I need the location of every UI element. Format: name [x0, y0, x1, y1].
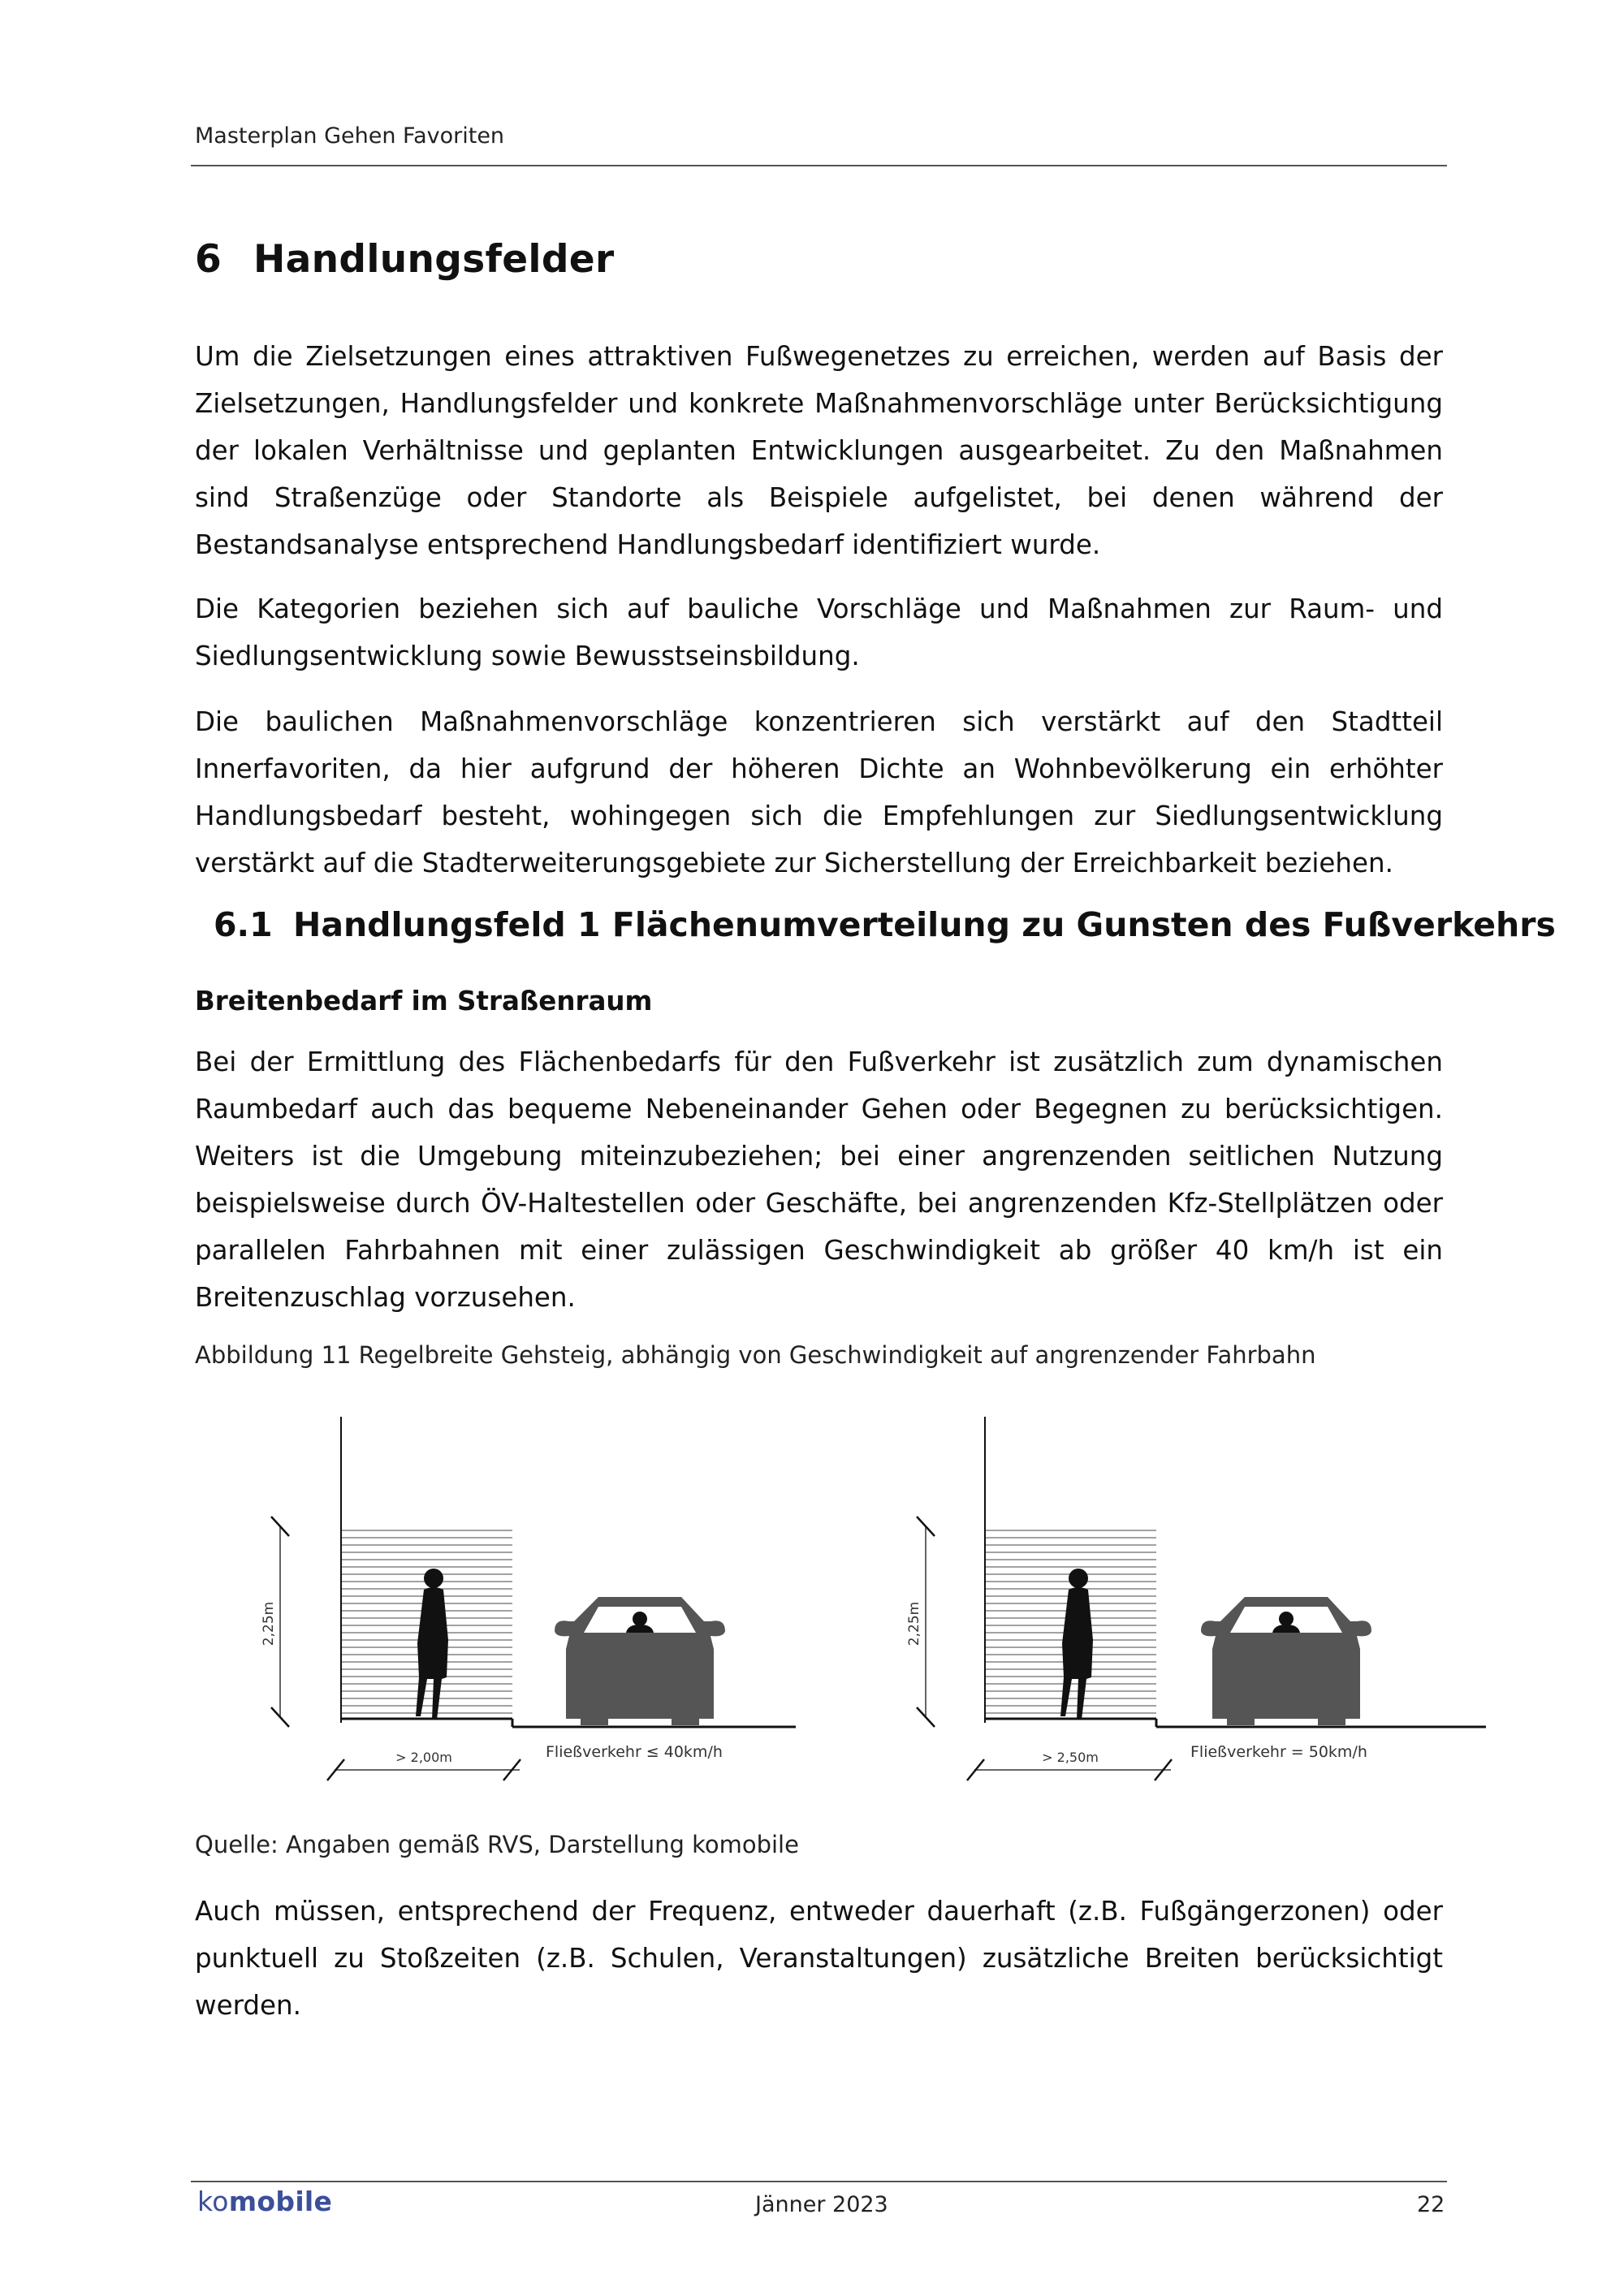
- height-label-left: 2,25m: [261, 1601, 277, 1646]
- paragraph-categories: Die Kategorien beziehen sich auf bauliche Vorschläge und Maßnahmen zur Raum- und Siedlungsentwicklung sowie Bewusstseinsbildung.: [195, 593, 1443, 671]
- traffic-label-right: Fließverkehr = 50km/h: [1190, 1743, 1367, 1761]
- diagram-left: [261, 1417, 796, 1780]
- traffic-label-left: Fließverkehr ≤ 40km/h: [546, 1743, 723, 1761]
- paragraph-intro: Um die Zielsetzungen eines attraktiven Fußwegenetzes zu erreichen, werden auf Basis der Zielsetzungen, Handlungsfelder und konkrete Maßnahmenvorschläge unter Berücksichtigung der lokalen Verhältnisse und geplanten Entwicklungen ausgearbeitet. Zu den Maßnahmen sind Straßenzüge oder Standorte als Beispiele aufgelistet, bei denen während der Bestandsanalyse entsprechend Handlungsbedarf identifiziert wurde.: [195, 341, 1443, 560]
- footer-date: Jänner 2023: [755, 2192, 888, 2217]
- height-label-right: 2,25m: [906, 1601, 922, 1646]
- car-figure: [1201, 1597, 1371, 1725]
- footer-rule: [191, 2181, 1447, 2182]
- diagram-right: [906, 1417, 1486, 1780]
- paragraph-breitenbedarf: Bei der Ermittlung des Flächenbedarfs für den Fußverkehr ist zusätzlich zum dynamischen Raumbedarf auch das bequeme Nebeneinander Gehen oder Begegnen zu berücksichtigen. Weiters ist die Umgebung miteinzubeziehen; bei einer angrenzenden seitlichen Nutzung beispielsweise durch ÖV-Haltestellen oder Geschäfte, bei angrenzenden Kfz-Stellplätzen oder parallelen Fahrbahnen mit einer zulässigen Geschwindigkeit ab größer 40 km/h ist ein Breitenzuschlag vorzusehen.: [195, 1047, 1443, 1313]
- subheading-breitenbedarf: Breitenbedarf im Straßenraum: [195, 986, 653, 1016]
- paragraph-final: Auch müssen, entsprechend der Frequenz, entweder dauerhaft (z.B. Fußgängerzonen) oder punktuell zu Stoßzeiten (z.B. Schulen, Veranstaltungen) zusätzliche Breiten berücksichtigt werden.: [195, 1896, 1443, 2021]
- page-number: 22: [1417, 2192, 1445, 2217]
- komobile-logo: [197, 2186, 332, 2217]
- width-label-left: > 2,00m: [395, 1750, 452, 1765]
- width-label-right: > 2,50m: [1042, 1750, 1099, 1765]
- car-figure: [555, 1597, 725, 1725]
- figure-source: Quelle: Angaben gemäß RVS, Darstellung komobile: [195, 1831, 799, 1858]
- logo-mobile: mobile: [228, 2186, 333, 2217]
- figure-caption: Abbildung 11 Regelbreite Gehsteig, abhängig von Geschwindigkeit auf angrenzender Fahrbahn: [195, 1341, 1316, 1369]
- running-header: Masterplan Gehen Favoriten: [195, 123, 505, 149]
- paragraph-measures: Die baulichen Maßnahmenvorschläge konzentrieren sich verstärkt auf den Stadtteil Innerfavoriten, da hier aufgrund der höheren Dichte an Wohnbevölkerung ein erhöhter Handlungsbedarf besteht, wohingegen sich die Empfehlungen zur Siedlungsentwicklung verstärkt auf die Stadterweiterungsgebiete zur Sicherstellung der Erreichbarkeit beziehen.: [195, 706, 1443, 878]
- subsection-title: Handlungsfeld 1 Flächenumverteilung zu Gunsten des Fußverkehrs: [293, 905, 1556, 944]
- subsection-number: 6.1: [214, 905, 273, 944]
- logo-ko: ko: [197, 2186, 229, 2217]
- section-number: 6: [195, 237, 222, 282]
- section-title: Handlungsfelder: [253, 237, 615, 282]
